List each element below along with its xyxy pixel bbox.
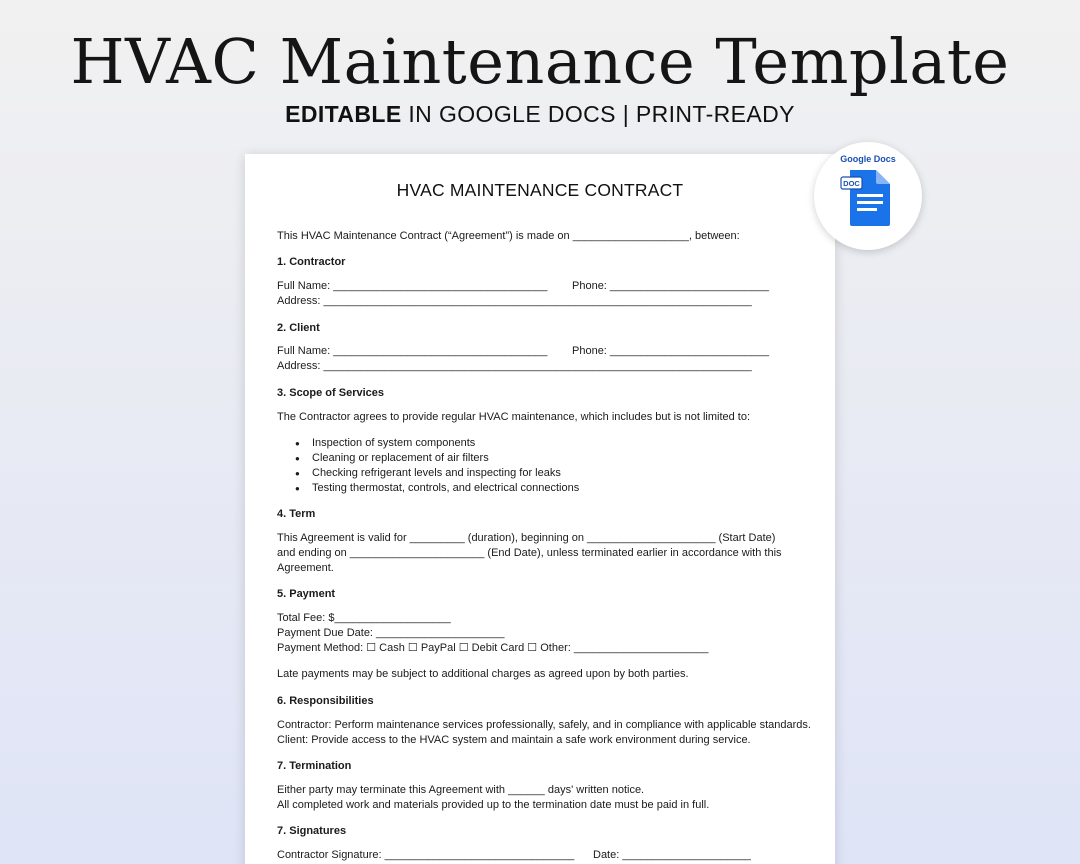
contractor-name-field: Full Name: ___________________________________ [277,280,548,292]
page-subtitle [0,99,1080,129]
scope-item-text: Cleaning or replacement of air filters [312,452,489,464]
page-title: HVAC Maintenance Template [70,25,1010,98]
scope-item [295,451,489,466]
client-phone-field: Phone: __________________________ [572,345,769,357]
intro-text: This HVAC Maintenance Contract (“Agreement”) is made on ___________________, between: [277,230,740,242]
termination-line: All completed work and materials provided up to the termination date must be paid in full. [277,799,710,811]
document-preview [245,154,835,864]
payment-method-field: Payment Method: ☐ Cash ☐ PayPal ☐ Debit Card ☐ Other: ______________________ [277,642,709,654]
scope-item-text: Testing thermostat, controls, and electrical connections [312,482,580,494]
subtitle-text: IN GOOGLE DOCS | PRINT-READY [401,101,795,127]
document-title: HVAC MAINTENANCE CONTRACT [396,180,684,200]
subtitle-emphasis: EDITABLE [285,101,402,127]
contractor-responsibility: Contractor: Perform maintenance services professionally, safely, and in compliance with applicable standards. [277,719,811,731]
contractor-signature-field: Contractor Signature: _______________________________ [277,849,575,861]
scope-item [295,481,579,496]
scope-item-text: Checking refrigerant levels and inspecting for leaks [312,467,561,479]
responsibilities-heading: 6. Responsibilities [277,695,374,707]
signature-date-field: Date: _____________________ [593,849,751,861]
payment-due-field: Payment Due Date: _____________________ [277,627,505,639]
termination-heading: 7. Termination [277,760,352,772]
scope-item [295,436,475,451]
payment-heading: 5. Payment [277,588,336,600]
client-address-field: Address: ______________________________________________________________________ [277,360,752,372]
scope-item [295,466,561,481]
signatures-heading: 7. Signatures [277,825,347,837]
scope-text: The Contractor agrees to provide regular HVAC maintenance, which includes but is not limited to: [277,411,751,423]
client-heading: 2. Client [277,322,320,334]
termination-line: Either party may terminate this Agreement with ______ days' written notice. [277,784,645,796]
contractor-heading: 1. Contractor [277,256,346,268]
client-responsibility: Client: Provide access to the HVAC system and maintain a safe work environment during service. [277,734,751,746]
doc-tag: DOC [843,179,860,188]
scope-item-text: Inspection of system components [312,437,476,449]
term-heading: 4. Term [277,508,316,520]
google-docs-badge [814,142,922,250]
term-line: Agreement. [277,562,334,574]
contractor-address-field: Address: ______________________________________________________________________ [277,295,752,307]
term-line: and ending on ______________________ (End Date), unless terminated earlier in accordance with this [277,547,782,559]
client-name-field: Full Name: ___________________________________ [277,345,548,357]
contractor-phone-field: Phone: __________________________ [572,280,769,292]
google-docs-label: Google Docs [840,154,896,164]
scope-heading: 3. Scope of Services [277,387,384,399]
term-line: This Agreement is valid for _________ (duration), beginning on _____________________ (Start Date) [277,532,776,544]
late-payment-text: Late payments may be subject to additional charges as agreed upon by both parties. [277,668,689,680]
google-docs-icon [814,142,922,250]
total-fee-field: Total Fee: $___________________ [277,612,451,624]
